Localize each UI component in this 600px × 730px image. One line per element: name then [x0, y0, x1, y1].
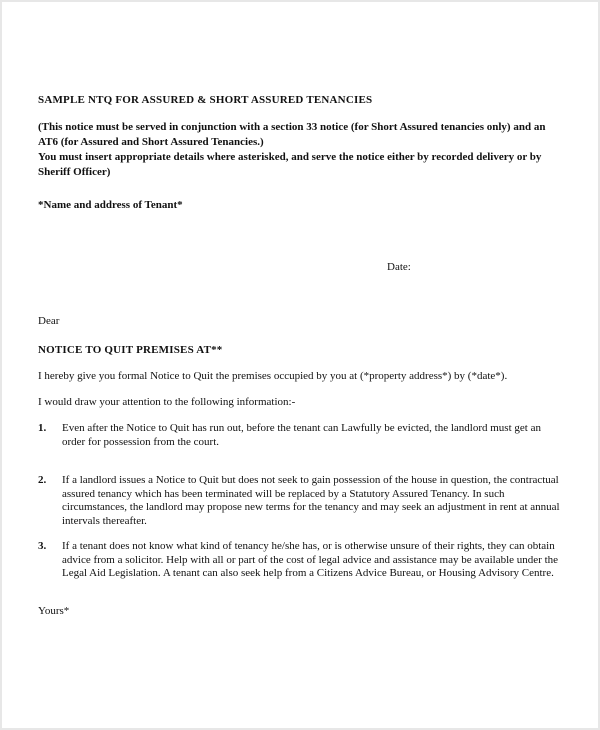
document-content	[2, 2, 598, 648]
list-item	[38, 540, 564, 581]
list-item	[38, 422, 564, 449]
closing-yours: Yours*	[38, 604, 70, 617]
body-paragraph-attention: I would draw your attention to the following information:-	[38, 395, 296, 408]
list-item	[38, 474, 564, 528]
list-item-number: 1.	[38, 422, 47, 434]
salutation: Dear	[38, 315, 60, 327]
list-item-number: 3.	[38, 540, 47, 552]
intro-paragraph	[38, 120, 564, 180]
intro-paragraph-1: (This notice must be served in conjunction with a section 33 notice (for Short Assured tenancies only) and an AT6 (for Assured and Short Assured Tenancies.)	[38, 121, 546, 148]
list-item-text: If a tenant does not know what kind of tenancy he/she has, or is otherwise unsure of their rights, they can obtain advice from a solicitor. Help with all or part of the cost of legal advice and assistance may be available under the Legal Aid Legislation. A tenant can also seek help from a Citizens Advice Bureau, or Housing Advisory Centre.	[62, 540, 559, 579]
tenant-name-address-label: *Name and address of Tenant*	[38, 199, 183, 211]
list-item-text: Even after the Notice to Quit has run out, before the tenant can Lawfully be evicted, the landlord must get an order for possession from the court.	[62, 422, 541, 448]
document-title: SAMPLE NTQ FOR ASSURED & SHORT ASSURED TENANCIES	[38, 94, 373, 106]
date-label: Date:	[387, 260, 411, 273]
intro-paragraph-2: You must insert appropriate details where asterisked, and serve the notice either by recorded delivery or by Sheriff Officer)	[38, 151, 542, 178]
notice-heading: NOTICE TO QUIT PREMISES AT**	[38, 343, 223, 356]
body-paragraph-hereby: I hereby give you formal Notice to Quit the premises occupied by you at (*property address*) by (*date*).	[38, 370, 508, 382]
list-item-text: If a landlord issues a Notice to Quit but does not seek to gain possession of the house in question, the contractual assured tenancy which has been terminated will be replaced by a Statutory Assured Tenancy. In such circumstances, the landlord may propose new terms for the tenancy and may seek an adjustment in rent at annual intervals thereafter.	[62, 474, 560, 527]
list-item-number: 2.	[38, 474, 47, 486]
